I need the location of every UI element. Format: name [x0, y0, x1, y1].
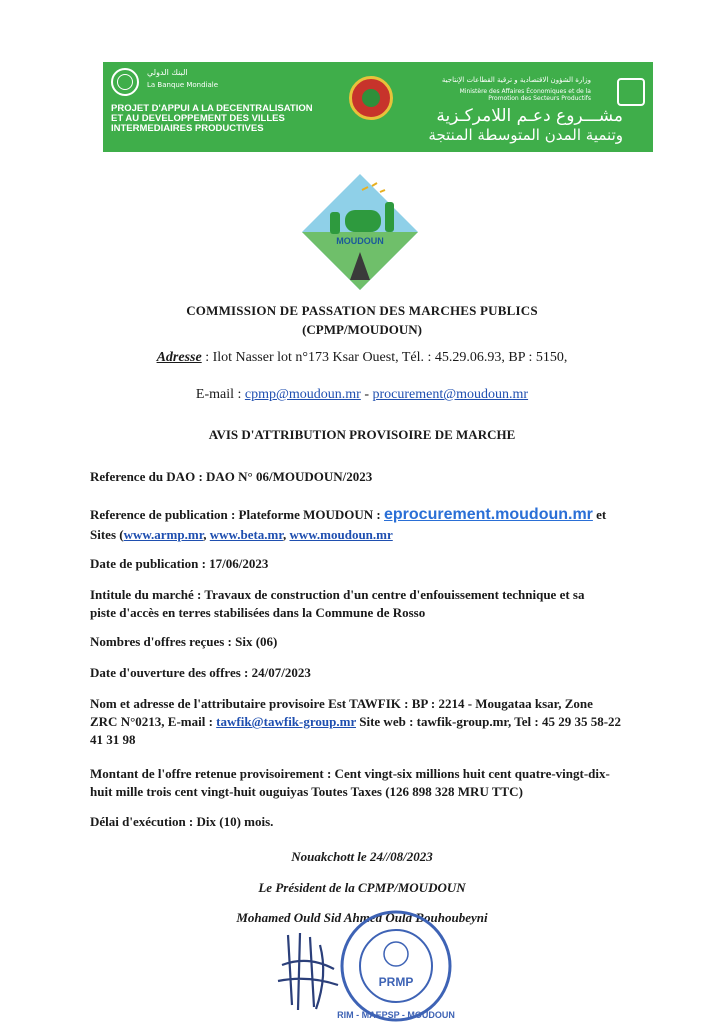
contract-title-line2: piste d'accès en terres stabilisées dans la Commune de Rosso — [90, 605, 426, 620]
email-link-cpmp[interactable]: cpmp@moudoun.mr — [244, 387, 361, 402]
project-title-arabic-2: وتنمية المدن المتوسطة المنتجة — [428, 126, 623, 144]
awardee-line1: Nom et adresse de l'attributaire provisoire Est TAWFIK : BP : 2214 - Mougataa ksar, Zone — [90, 696, 593, 711]
dao-reference: Reference du DAO : DAO N° 06/MOUDOUN/2023 — [90, 469, 373, 484]
email-link-procurement[interactable]: procurement@moudoun.mr — [372, 387, 529, 402]
site-link-moudoun[interactable]: www.moudoun.mr — [289, 527, 393, 542]
publication-date: Date de publication : 17/06/2023 — [90, 556, 269, 571]
moudoun-logo — [300, 172, 420, 292]
official-stamp — [336, 906, 456, 1026]
national-seal-icon — [349, 76, 393, 120]
publication-sites: Sites (www.armp.mr, www.beta.mr, www.moudoun.mr — [90, 527, 393, 542]
address-line — [0, 350, 724, 366]
signatory-title: Le Président de la CPMP/MOUDOUN — [258, 880, 466, 895]
awardee-line3: 41 31 98 — [90, 732, 136, 747]
execution-delay: Délai d'exécution : Dix (10) mois. — [90, 814, 274, 829]
notice-title: AVIS D'ATTRIBUTION PROVISOIRE DE MARCHE — [208, 427, 516, 442]
amount-line2: huit mille trois cent vingt-huit ouguiyas Toutes Taxes (126 898 328 MRU TTC) — [90, 784, 523, 799]
address-text: : Ilot Nasser lot n°173 Ksar Ouest, Tél. : 45.29.06.93, BP : 5150, — [201, 350, 568, 365]
offers-count: Nombres d'offres reçues : Six (06) — [90, 634, 278, 649]
commission-subtitle: (CPMP/MOUDOUN) — [302, 322, 422, 337]
awardee-line2: ZRC N°0213, E-mail : tawfik@tawfik-group.mr Site web : tawfik-group.mr, Tel : 45 29 35 58-22 — [90, 714, 622, 729]
eprocurement-link[interactable]: eprocurement.moudoun.mr — [384, 506, 593, 523]
awardee-email-link[interactable]: tawfik@tawfik-group.mr — [216, 714, 356, 729]
stamp-ring-text: RIM - MAEPSP - MOUDOUN — [337, 1010, 455, 1020]
world-bank-french: La Banque Mondiale — [147, 81, 219, 89]
project-title-arabic-1: مشـــروع دعـم اللامركـزية — [436, 106, 623, 126]
contract-title-line1: Intitule du marché : Travaux de construction d'un centre d'enfouissement technique et sa — [90, 587, 585, 602]
site-link-armp[interactable]: www.armp.mr — [123, 527, 204, 542]
project-title-french: PROJET D'APPUI A LA DECENTRALISATION ET AU DEVELOPPEMENT DES VILLES INTERMEDIAIRES PRODUCTIVES — [111, 103, 313, 134]
stamp-center-text: PRMP — [378, 975, 414, 989]
email-line: E-mail : cpmp@moudoun.mr - procurement@moudoun.mr — [195, 387, 529, 402]
signatory-name: Mohamed Ould Sid Ahmed Ould Bouhoubeyni — [236, 910, 488, 925]
logo-label: MOUDOUN — [336, 236, 384, 246]
publication-reference: Reference de publication : Plateforme MOUDOUN : eprocurement.moudoun.mr et — [90, 506, 607, 523]
amount-line1: Montant de l'offre retenue provisoirement : Cent vingt-six millions huit cent quatre-vingt-dix- — [90, 766, 610, 781]
place-date: Nouakchott le 24//08/2023 — [291, 849, 433, 864]
opening-date: Date d'ouverture des offres : 24/07/2023 — [90, 665, 311, 680]
ministry-arabic: وزارة الشؤون الاقتصادية و ترقية القطاعات الإنتاجية — [441, 76, 591, 84]
world-bank-arabic: البنك الدولي — [147, 68, 188, 77]
project-badge-icon — [617, 78, 645, 106]
commission-title: COMMISSION DE PASSATION DES MARCHES PUBLICS — [186, 303, 538, 318]
ministry-french: Ministère des Affaires Économiques et de la Promotion des Secteurs Productifs — [459, 88, 591, 102]
world-bank-logo-icon — [111, 68, 139, 96]
address-label: Adresse — [156, 350, 202, 365]
site-link-beta[interactable]: www.beta.mr — [209, 527, 283, 542]
header-banner — [103, 62, 653, 152]
